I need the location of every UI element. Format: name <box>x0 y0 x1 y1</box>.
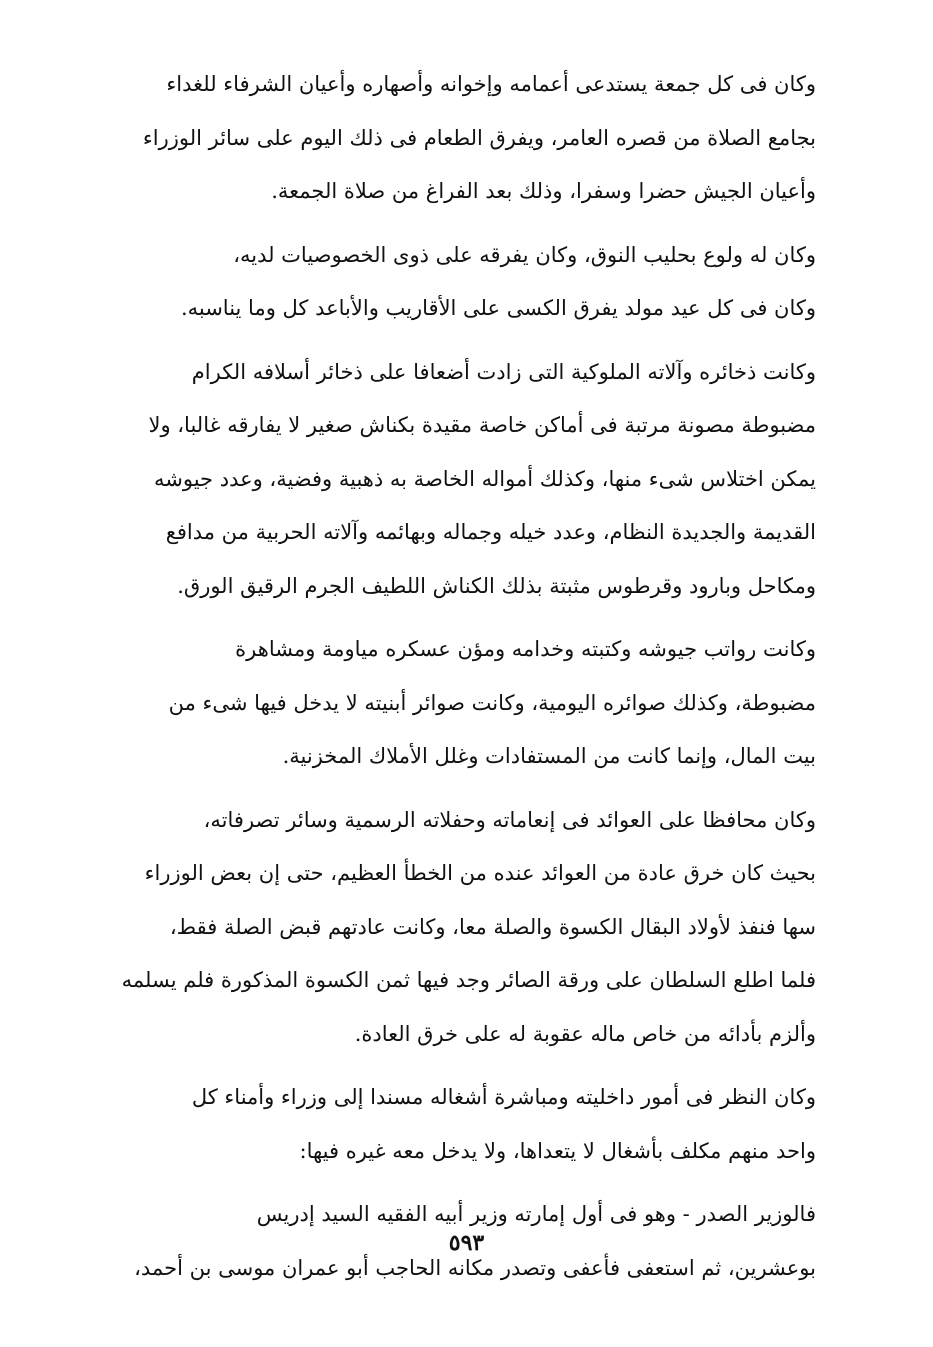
body-text <box>78 58 816 1305</box>
text-line: بجامع الصلاة من قصره العامر، ويفرق الطعام فى ذلك اليوم على سائر الوزراء <box>142 125 816 150</box>
text-line: مضبوطة مصونة مرتبة فى أماكن خاصة مقيدة بكناش صغير لا يفارقه غالبا، ولا <box>148 413 816 437</box>
text-line: واحد منهم مكلف بأشغال لا يتعداها، ولا يدخل معه غيره فيها: <box>299 1138 816 1163</box>
text-line: وكان له ولوع بحليب النوق، وكان يفرقه على ذوى الخصوصيات لديه، <box>233 242 816 267</box>
text-line: بيت المال، وإنما كانت من المستفادات وغلل الأملاك المخزنية. <box>282 744 816 768</box>
text-line: فالوزير الصدر - وهو فى أول إمارته وزير أبيه الفقيه السيد إدريس <box>256 1202 816 1226</box>
paragraph-1 <box>78 58 816 219</box>
text-line: وأعيان الجيش حضرا وسفرا، وذلك بعد الفراغ من صلاة الجمعة. <box>271 179 816 203</box>
paragraph-3 <box>78 346 816 614</box>
text-line: وكان محافظا على العوائد فى إنعاماته وحفلاته الرسمية وسائر تصرفاته، <box>203 807 816 832</box>
paragraph-6 <box>78 1071 816 1178</box>
paragraph-5 <box>78 794 816 1062</box>
text-line: وكانت رواتب جيوشه وكتبته وخدامه ومؤن عسكره مياومة ومشاهرة <box>235 637 816 661</box>
paragraph-2 <box>78 229 816 336</box>
text-line: يمكن اختلاس شىء منها، وكذلك أمواله الخاصة به ذهبية وفضية، وعدد جيوشه <box>154 466 816 491</box>
text-line: القديمة والجديدة النظام، وعدد خيله وجماله وبهائمه وآلاته الحربية من مدافع <box>165 520 816 544</box>
text-line: مضبوطة، وكذلك صوائره اليومية، وكانت صوائر أبنيته لا يدخل فيها شىء من <box>168 690 816 715</box>
text-line: سها فنفذ لأولاد البقال الكسوة والصلة معا، وكانت عادتهم قبض الصلة فقط، <box>169 914 816 939</box>
paragraph-4 <box>78 623 816 784</box>
text-line: وكان فى كل جمعة يستدعى أعمامه وإخوانه وأصهاره وأعيان الشرفاء للغداء <box>166 72 816 96</box>
text-line: وكانت ذخائره وآلاته الملوكية التى زادت أضعافا على ذخائر أسلافه الكرام <box>191 359 816 384</box>
text-line: بوعشرين، ثم استعفى فأعفى وتصدر مكانه الحاجب أبو عمران موسى بن أحمد، <box>134 1255 816 1280</box>
text-line: وكان النظر فى أمور داخليته ومباشرة أشغاله مسندا إلى وزراء وأمناء كل <box>191 1085 816 1109</box>
text-line: وألزم بأدائه من خاص ماله عقوبة له على خرق العادة. <box>354 1021 816 1046</box>
text-line: وكان فى كل عيد مولد يفرق الكسى على الأقاريب والأباعد كل وما يناسبه. <box>180 296 816 320</box>
text-line: بحيث كان خرق عادة من العوائد عنده من الخطأ العظيم، حتى إن بعض الوزراء <box>144 861 816 885</box>
text-line: فلما اطلع السلطان على ورقة الصائر وجد فيها ثمن الكسوة المذكورة فلم يسلمه <box>121 968 816 992</box>
text-line: ومكاحل وبارود وقرطوس مثبتة بذلك الكناش اللطيف الجرم الرقيق الورق. <box>177 573 816 598</box>
page-number: ٥٩٣ <box>448 1230 485 1256</box>
